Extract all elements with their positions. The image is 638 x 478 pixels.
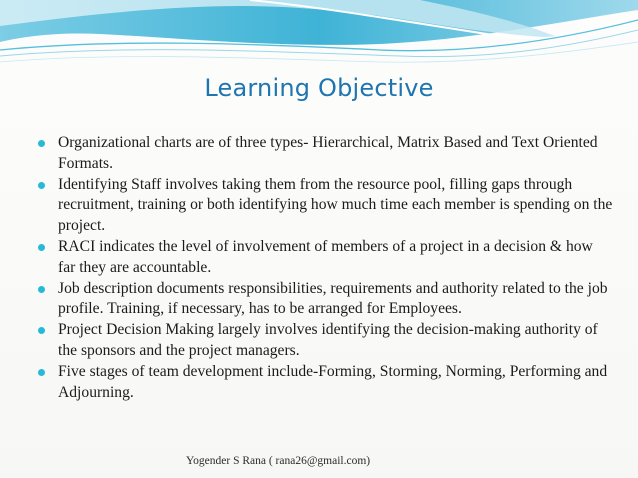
header-wave-decoration — [0, 0, 638, 80]
bullet-dot-icon — [38, 182, 45, 189]
bullet-dot-icon — [38, 369, 45, 376]
bullet-text: Identifying Staff involves taking them from the resource pool, filling gaps through recruitment, training or both identifying how much time each member is spending on the project. — [58, 175, 613, 234]
list-item — [38, 320, 613, 361]
slide-title: Learning Objective — [204, 74, 434, 102]
bullet-dot-icon — [38, 327, 45, 334]
bullet-text: RACI indicates the level of involvement of members of a project in a decision & how far they are accountable. — [58, 237, 593, 276]
bullet-text: Five stages of team development include-Forming, Storming, Norming, Performing and Adjourning. — [58, 363, 608, 401]
footer-credit: Yogender S Rana ( rana26@gmail.com) — [186, 455, 371, 467]
list-item — [38, 175, 613, 237]
list-item — [38, 362, 613, 403]
bullet-text: Project Decision Making largely involves identifying the decision-making authority of the sponsors and the project managers. — [58, 321, 598, 359]
bullet-dot-icon — [38, 286, 45, 293]
list-item — [38, 133, 613, 174]
bullet-list — [38, 133, 613, 404]
bullet-text: Job description documents responsibilities, requirements and authority related to the job profile. Training, if necessary, has to be arranged for Employees. — [58, 279, 608, 318]
bullet-text: Organizational charts are of three types- Hierarchical, Matrix Based and Text Oriented Formats. — [58, 134, 598, 172]
bullet-dot-icon — [38, 140, 45, 147]
list-item — [38, 279, 613, 320]
list-item — [38, 237, 613, 278]
bullet-dot-icon — [38, 244, 45, 251]
